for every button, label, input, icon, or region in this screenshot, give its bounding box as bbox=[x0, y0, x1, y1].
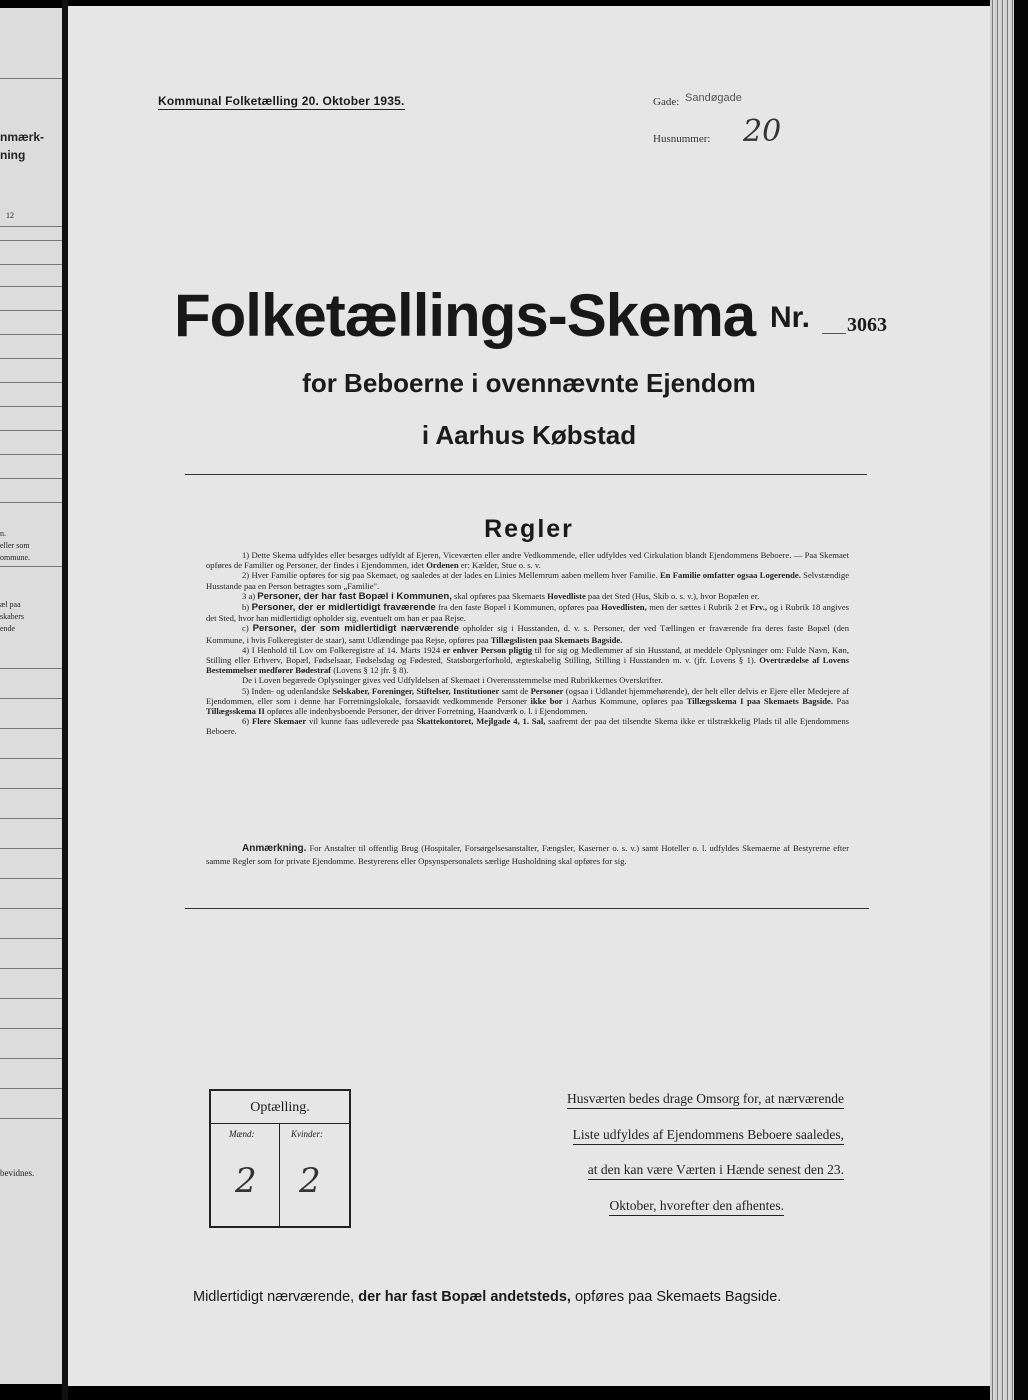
left-page-rule bbox=[0, 818, 62, 819]
left-page-rule bbox=[0, 454, 62, 455]
landlord-instructions bbox=[513, 1091, 844, 1231]
instruction-line: Liste udfyldes af Ejendommens Beboere saaledes, bbox=[573, 1127, 844, 1145]
instruction-line: Oktober, hvorefter den afhentes. bbox=[609, 1198, 784, 1216]
left-page-rule bbox=[0, 478, 62, 479]
count-box-title: Optælling. bbox=[211, 1091, 349, 1124]
left-page-fragment: ende bbox=[0, 624, 16, 633]
left-page-fragment: n. bbox=[0, 529, 6, 538]
rule-4: 4) I Henhold til Lov om Folkeregistre af 14. Marts 1924 er enhver Person pligtig til for sig og Medlemmer af sin Husstand, at meddele Oplysninger om: Fulde Navn, Køn, Stilling eller Erhverv, Bopæl, Fødselsaar, Fødselsdag og Fødested, Statsborgerforhold, ægteskabelig Stilling, Stilling i Husstanden m. v. (jfr. Lovens § 1). Overtrædelse af Lovens Bestemmelser medfører Bødestraf (Lovens § 12 jfr. § 8). bbox=[206, 644, 849, 676]
left-page-rule bbox=[0, 848, 62, 849]
rule-5: 5) Inden- og udenlandske Selskaber, Foreninger, Stiftelser, Institutioner samt de Personer (ogsaa i Udlandet hjemmehørende), der helt eller delvis er Ejere eller Medejere af Ejendommen, eller som i denne har Forretningslokale, forsaavidt vedkommende Personer ikke bor i Aarhus Kommune, opføres paa Tillægsskema I paa Skemaets Bagside. Paa Tillægsskema II opføres alle indenbysboende Personer, der driver Forretning, Haandværk o. l. i Ejendommen. bbox=[206, 685, 849, 717]
left-page-rule bbox=[0, 938, 62, 939]
left-page-rule bbox=[0, 430, 62, 431]
instruction-line: at den kan være Værten i Hænde senest den 23. bbox=[588, 1162, 844, 1180]
left-page-rule bbox=[0, 566, 62, 567]
left-page-rule bbox=[0, 908, 62, 909]
form-number-value: 3063 bbox=[847, 314, 887, 336]
left-page-rule bbox=[0, 728, 62, 729]
women-count: 2 bbox=[299, 1161, 321, 1201]
left-page-rule bbox=[0, 1118, 62, 1119]
street-value: Sandøgade bbox=[685, 92, 742, 104]
women-label: Kvinder: bbox=[291, 1129, 323, 1139]
rule-2: 2) Hver Familie opføres for sig paa Skemaet, og saaledes at der lades en Linies Mellemrum aaben mellem hver Familie. En Familie omfatter ogsaa Logerende. Selvstændige Husstande paa en Person betragtes som „Familie". bbox=[206, 570, 850, 591]
remark-text: For Anstalter til offentlig Brug (Hospitaler, Forsørgelsesanstalter, Fængsler, Kaserner o. s. v.) samt Hoteller o. l. udfyldes Skemaerne af Bestyrerne efter samme Regler som for private Ejendomme. Bestyrerens eller Opsynspersonalets særlige Husholdning skal opføres for sig. bbox=[206, 843, 849, 866]
left-page-rule bbox=[0, 310, 62, 311]
left-page-rule bbox=[0, 382, 62, 383]
left-page-rule bbox=[0, 226, 62, 227]
rule-4-note: De i Loven begærede Oplysninger gives ved Udfyldelsen af Skemaet i Overensstemmelse med Rubrikkernes Overskrifter. bbox=[242, 675, 663, 686]
left-page-rule bbox=[0, 878, 62, 879]
form-subtitle-residents: for Beboerne i ovennævnte Ejendom bbox=[302, 368, 756, 398]
left-page-rule bbox=[0, 758, 62, 759]
rules-heading: Regler bbox=[484, 515, 574, 543]
divider bbox=[185, 474, 867, 475]
left-page-rule bbox=[0, 1088, 62, 1089]
left-page-rule bbox=[0, 968, 62, 969]
rule-3a: 3 a) Personer, der har fast Bopæl i Kommunen, skal opføres paa Skemaets Hovedliste paa det Sted (Hus, Skib o. s. v.), hvor Bopælen er. bbox=[242, 590, 760, 602]
left-page-fragment: ning bbox=[0, 148, 26, 162]
left-page-rule bbox=[0, 998, 62, 999]
left-page-rule bbox=[0, 334, 62, 335]
left-page-rule bbox=[0, 406, 62, 407]
house-number-label: Husnummer: bbox=[653, 133, 711, 145]
left-page-fragment: eller som bbox=[0, 541, 30, 550]
census-header-title: Kommunal Folketælling 20. Oktober 1935. bbox=[158, 94, 405, 108]
rule-3b: b) Personer, der er midlertidigt fraværende fra den faste Bopæl i Kommunen, opføres paa Hovedlisten, men der sættes i Rubrik 2 et Frv., og i Rubrik 18 angives det Sted, hvor han midlertidigt opholder sig, eventuelt om han er paa Rejse. bbox=[206, 602, 849, 624]
left-page-rule bbox=[0, 240, 62, 241]
left-page-fragment: nmærk- bbox=[0, 130, 45, 144]
count-box bbox=[209, 1089, 351, 1228]
left-page-fragment: bevidnes. bbox=[0, 1168, 35, 1178]
left-page-rule bbox=[0, 358, 62, 359]
rules-text bbox=[206, 550, 849, 737]
left-page-fragment: skabers bbox=[0, 612, 24, 621]
left-page-rule bbox=[0, 1058, 62, 1059]
form-number-label: Nr. bbox=[770, 301, 811, 334]
rule-3c: c) Personer, der som midlertidigt nærværende opholder sig i Husstanden, d. v. s. Personer, der ved Tællingen er fraværende fra deres faste Bopæl (den Kommune, i hvis Folkeregister de staar), samt Udlændinge paa Rejse, opføres paa Tillægslisten paa Skemaets Bagside. bbox=[206, 623, 849, 645]
instruction-line: Husværten bedes drage Omsorg for, at nærværende bbox=[567, 1091, 844, 1109]
left-page-fragment: 12 bbox=[6, 211, 14, 220]
form-number-line bbox=[822, 333, 846, 334]
left-page-rule bbox=[0, 668, 62, 669]
scan-border bbox=[1014, 0, 1028, 1400]
page-edges bbox=[990, 0, 1014, 1400]
left-page-rule bbox=[0, 502, 62, 503]
rule-1: 1) Dette Skema udfyldes eller besørges udfyldt af Ejeren, Viceværten eller andre Vedkommende, eller udfyldes ved Cirkulation blandt Ejendommens Beboere. — Paa Skemaet opføres de Familier og Personer, der findes i Ejendommen, idet Ordenen er: Kælder, Stue o. s. v. bbox=[206, 550, 849, 571]
divider bbox=[185, 908, 869, 909]
left-page-rule bbox=[0, 286, 62, 287]
form-title: Folketællings-Skema bbox=[174, 282, 756, 349]
remark-label: Anmærkning. bbox=[242, 843, 307, 854]
left-page-rule bbox=[0, 788, 62, 789]
footer-note: Midlertidigt nærværende, der har fast Bopæl andetsteds, opføres paa Skemaets Bagside. bbox=[193, 1289, 782, 1305]
left-page-rule bbox=[0, 1028, 62, 1029]
left-facing-page bbox=[0, 8, 62, 1384]
count-box-divider bbox=[279, 1124, 280, 1226]
left-page-rule bbox=[0, 264, 62, 265]
street-label: Gade: bbox=[653, 96, 680, 108]
remark bbox=[206, 842, 849, 867]
census-form-page bbox=[68, 6, 990, 1386]
left-page-fragment: æl paa bbox=[0, 600, 21, 609]
men-count: 2 bbox=[235, 1161, 257, 1201]
left-page-rule bbox=[0, 698, 62, 699]
house-number-value: 20 bbox=[743, 114, 782, 149]
rule-6: 6) Flere Skemaer vil kunne faas udleverede paa Skattekontoret, Mejlgade 4, 1. Sal, saafremt der paa det tilsendte Skema ikke er tilstrækkelig Plads til alle Ejendommens Beboere. bbox=[206, 716, 850, 737]
left-page-fragment: ommune. bbox=[0, 553, 30, 562]
form-subtitle-city: i Aarhus Købstad bbox=[421, 420, 637, 450]
men-label: Mænd: bbox=[229, 1129, 255, 1139]
left-page-rule bbox=[0, 78, 62, 79]
